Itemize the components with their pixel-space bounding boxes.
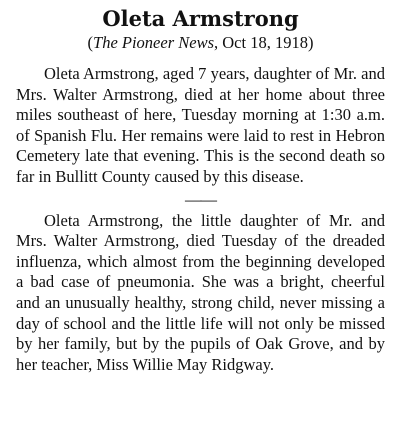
article-title: Oleta Armstrong <box>102 6 299 31</box>
citation-date: , Oct 18, 1918) <box>214 33 314 52</box>
section-separator: —— <box>185 189 216 209</box>
obituary-paragraph-2: Oleta Armstrong, the little daughter of Mr. and Mrs. Walter Armstrong, died Tuesday of the dreaded influenza, which almost from the beginning developed a bad case of pneumonia. She was a bright, cheerful and an unusually healthy, strong child, never missing a day of school and the little life will not only be missed by her family, but by the pupils of Oak Grove, and by her teacher, Miss Willie May Ridgway. <box>16 210 385 374</box>
citation-publication: The Pioneer News <box>93 33 215 52</box>
article-citation <box>16 32 385 54</box>
obituary-paragraph-1: Oleta Armstrong, aged 7 years, daughter of Mr. and Mrs. Walter Armstrong, died at her home about three miles southeast of here, Tuesday morning at 1:30 a.m. of Spanish Flu. Her remains were laid to rest in Hebron Cemetery late that evening. This is the second death so far in Bullitt County caused by this disease. <box>16 64 385 186</box>
citation-open-paren: ( <box>87 33 94 52</box>
